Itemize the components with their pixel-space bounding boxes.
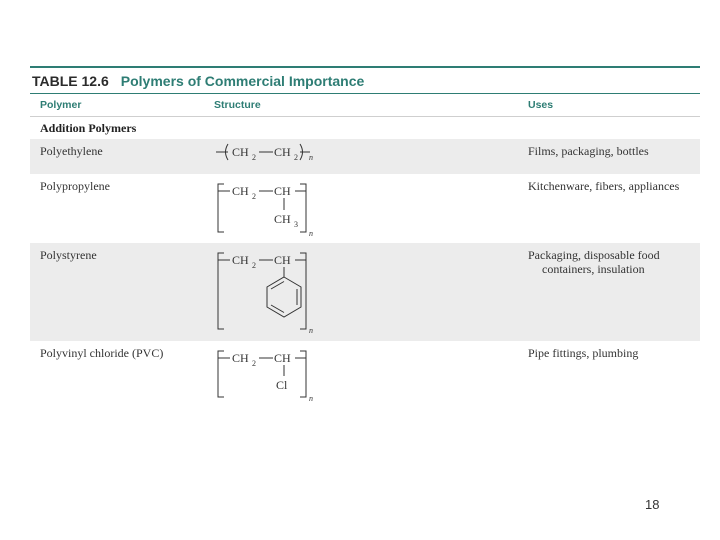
table-row-pvc: [30, 341, 700, 403]
formula-sub: 3: [294, 220, 298, 229]
formula-ch: CH: [274, 184, 291, 198]
formula-ch2: CH: [232, 351, 249, 365]
polyethylene-structure: [210, 139, 360, 174]
formula-n: n: [309, 153, 313, 162]
polymer-uses: Pipe fittings, plumbing: [528, 346, 639, 360]
polymer-uses: Kitchenware, fibers, appliances: [528, 179, 680, 193]
pvc-structure: [210, 341, 360, 403]
section-heading: [30, 116, 700, 139]
table-title: Polymers of Commercial Importance: [120, 72, 365, 89]
column-headers: [30, 94, 700, 116]
uses-line-2: containers, insulation: [542, 262, 645, 276]
formula-sub: 2: [252, 192, 256, 201]
table-label: TABLE 12.6: [32, 72, 109, 89]
table-row-polystyrene: [30, 243, 700, 341]
polymer-name: Polypropylene: [40, 179, 110, 193]
polymers-table: [30, 66, 700, 403]
uses-line-1: Packaging, disposable food: [528, 248, 660, 262]
formula-sub: 2: [252, 261, 256, 270]
formula-ch2: CH: [232, 253, 249, 267]
formula-ch2: CH: [274, 145, 291, 159]
section-label: Addition Polymers: [40, 121, 137, 135]
formula-sub: 2: [252, 359, 256, 368]
table-caption: [30, 68, 700, 93]
polymer-uses: Films, packaging, bottles: [528, 144, 649, 158]
page-number: 18: [645, 497, 660, 512]
header-polymer: Polymer: [40, 99, 82, 111]
formula-n: n: [309, 229, 313, 238]
formula-sub: 2: [294, 153, 298, 162]
formula-sub: 2: [252, 153, 256, 162]
table-row-polyethylene: [30, 139, 700, 174]
formula-n: n: [309, 326, 313, 335]
formula-ch2: CH: [232, 184, 249, 198]
formula-ch: CH: [274, 253, 291, 267]
formula-ch2: CH: [232, 145, 249, 159]
formula-ch3: CH: [274, 212, 291, 226]
polymer-name: Polyethylene: [40, 144, 103, 158]
header-structure: Structure: [214, 99, 261, 111]
polymer-name: Polystyrene: [40, 248, 97, 262]
polypropylene-structure: [210, 174, 360, 243]
polystyrene-structure: [210, 243, 360, 341]
header-uses: Uses: [528, 99, 554, 111]
table-row-polypropylene: [30, 174, 700, 243]
polymer-name: Polyvinyl chloride (PVC): [40, 346, 164, 360]
formula-ch: CH: [274, 351, 291, 365]
polymer-uses: [528, 248, 698, 276]
benzene-ring-icon: [267, 277, 301, 317]
formula-cl: Cl: [276, 378, 288, 392]
formula-n: n: [309, 394, 313, 403]
